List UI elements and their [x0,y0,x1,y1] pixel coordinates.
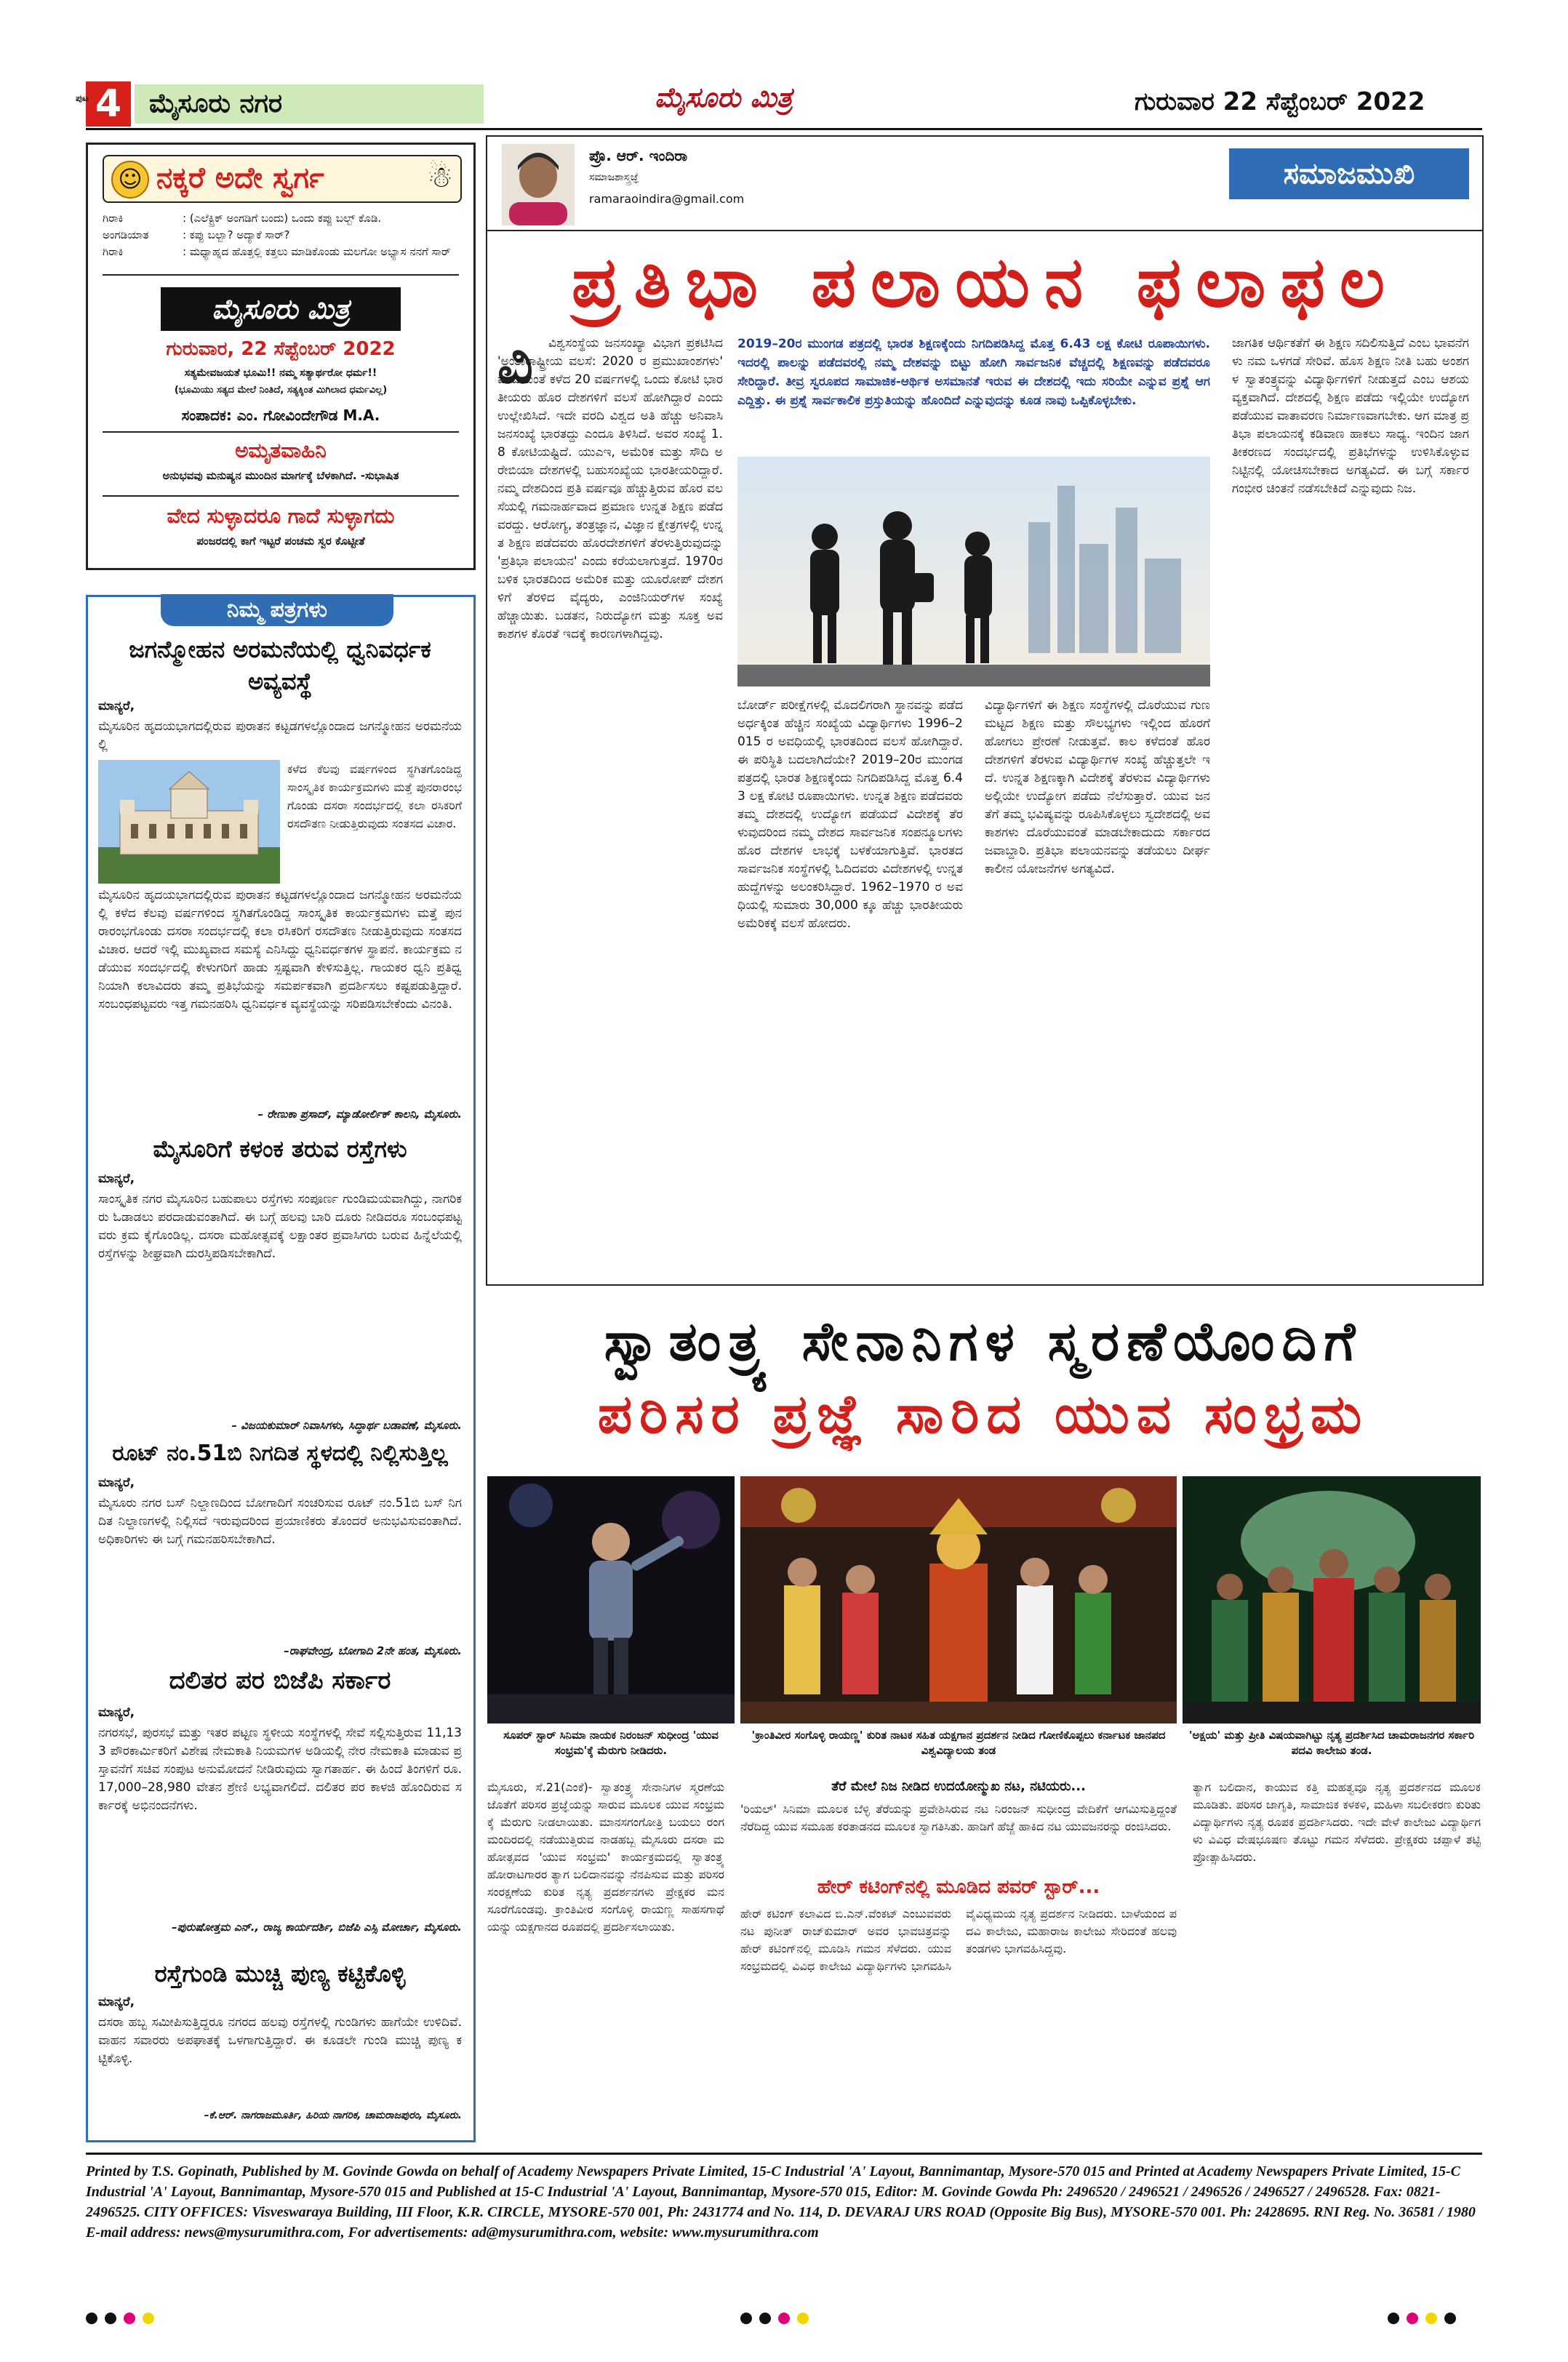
letter-salutation: ಮಾನ್ಯರೆ, [98,1476,135,1490]
letter-salutation: ಮಾನ್ಯರೆ, [98,699,135,713]
author-photo [502,144,575,225]
proverb-title: ವೇದ ಸುಳ್ಳಾದರೂ ಗಾದೆ ಸುಳ್ಳಾಗದು [167,504,395,528]
letter-title: ಜಗನ್ಮೋಹನ ಅರಮನೆಯಲ್ಲಿ ಧ್ವನಿವರ್ಧಕ ಅವ್ಯವಸ್ಥೆ [129,636,431,695]
column-text-3: ವಿದ್ಯಾರ್ಥಿಗಳಿಗೆ ಈ ಶಿಕ್ಷಣ ಸಂಸ್ಥೆಗಳಲ್ಲಿ ದೊರೆಯುವ ಗುಣಮಟ್ಟದ ಶಿಕ್ಷಣ ಮತ್ತು ಸೌಲಭ್ಯಗಳು ಇಲ್ಲಿಂದ ಹೊರಗೆ ಹೋಗಲು ಪ್ರೇರಣೆ ನೀಡುತ್ತವೆ. ಕಾಲ ಕಳೆದಂತೆ ಹೊರ ದೇಶಗಳಿಗೆ ತೆರಳುವ ವಿದ್ಯಾರ್ಥಿಗಳ ಸಂಖ್ಯೆ ಹೆಚ್ಚುತ್ತಲೇ ಇದೆ. ಉನ್ನತ ಶಿಕ್ಷಣಕ್ಕಾಗಿ ವಿದೇಶಕ್ಕೆ ತೆರಳುವ ವಿದ್ಯಾರ್ಥಿಗಳು ಅಲ್ಲಿಯೇ ಉದ್ಯೋಗ ಪಡೆದು ನೆಲೆಸುತ್ತಾರೆ. ಯುವ ಜನತೆಗೆ ತಮ್ಮ ಭವಿಷ್ಯವನ್ನು ರೂಪಿಸಿಕೊಳ್ಳಲು ಸ್ವದೇಶದಲ್ಲಿ ಅವಕಾಶಗಳು ದೊರೆಯುವಂತೆ ಮಾಡಬೇಕಾದುದು ಸರ್ಕಾರದ ಜವಾಬ್ದಾರಿ. ಪ್ರತಿಭಾ ಪಲಾಯನವನ್ನು ತಡೆಯಲು ದೀರ್ಘಕಾಲೀನ ಯೋಜನೆಗಳ ಅಗತ್ಯವಿದೆ. [985,698,1210,876]
author-role: ಸಮಾಜಶಾಸ್ತ್ರಜ್ಞೆ [589,172,639,183]
letter-title: ಮೈಸೂರಿಗೆ ಕಳಂಕ ತರುವ ರಸ್ತೆಗಳು [153,1135,407,1163]
story-text-3: ಹೇರ್ ಕಟಿಂಗ್ ಕಲಾವಿದ ಬಿ.ಎನ್.ವೆಂಕಟ್ ಎಂಬುವವರು ನಟ ಪುನೀತ್ ರಾಜ್‌ಕುಮಾರ್ ಅವರ ಭಾವಚಿತ್ರವನ್ನು ಹೇರ್ ಕಟಿಂಗ್‌ನಲ್ಲಿ ಮೂಡಿಸಿ ಗಮನ ಸೆಳೆದರು. ಯುವ ಸಂಭ್ರಮದಲ್ಲಿ ವಿವಿಧ ಕಾಲೇಜು ವಿದ್ಯಾರ್ಥಿಗಳು ಭಾಗವಹಿಸಿ ವೈವಿಧ್ಯಮಯ ನೃತ್ಯ ಪ್ರದರ್ಶನ ನೀಡಿದರು. ಬಾಳೆಯಂದ ಪದವಿ ಕಾಲೇಜು, ಮಹಾರಾಜ ಕಾಲೇಜು ಸೇರಿದಂತೆ ಹಲವು ತಂಡಗಳು ಭಾಗವಹಿಸಿದ್ದವು. [740,1907,1177,1973]
color-dots-center [740,2313,809,2327]
joke-line: ಅಂಗಡಿಯಾತ : ಕಪ್ಪು ಬಲ್ಬಾ? ಅದ್ಯಾಕೆ ಸಾರ್? [103,228,290,241]
letter-body: ದಸರಾ ಹಬ್ಬ ಸಮೀಪಿಸುತ್ತಿದ್ದರೂ ನಗರದ ಹಲವು ರಸ್ತೆಗಳಲ್ಲಿ ಗುಂಡಿಗಳು ಹಾಗೆಯೇ ಉಳಿದಿವೆ. ವಾಹನ ಸವಾರರು ಅಪಘಾತಕ್ಕೆ ಒಳಗಾಗುತ್ತಿದ್ದಾರೆ. ಈ ಕೂಡಲೇ ಗುಂಡಿ ಮುಚ್ಚಿ ಪುಣ್ಯ ಕಟ್ಟಿಕೊಳ್ಳಿ. [98,2015,462,2066]
letter-title: ದಲಿತರ ಪರ ಬಿಜೆಪಿ ಸರ್ಕಾರ [169,1666,391,1695]
letter-body-intro: ಮೈಸೂರಿನ ಹೃದಯಭಾಗದಲ್ಲಿರುವ ಪುರಾತನ ಕಟ್ಟಡಗಳಲ್ಲೊಂದಾದ ಜಗನ್ಮೋಹನ ಅರಮನೆಯಲ್ಲಿ [98,719,462,752]
joke-line: ಗಿರಾಕಿ : (ಎಲೆಕ್ಟ್ರಿಕ್ ಅಂಗಡಿಗೆ ಬಂದು) ಒಂದು ಕಪ್ಪು ಬಲ್ಬ್ ಕೊಡಿ. [103,212,382,225]
imprint-line: Printed by T.S. Gopinath, Published by M. Govinde Gowda on behalf of Academy Newspapers Private Limited, 15-C Industrial 'A' Layout, Bannimantap, Mysore-570 015 and Printed at Academy Newspapers Private Limited, 15-C Industrial 'A' Layout, Bannimantap, Mysore-570 015 and Published at 15-C Industrial 'A' Layout, Bannimantap, Mysore-570 015, Editor: M. Govinde Gowda Ph: 2496520 / 2496521 / 2496526 / 2496527 / 2496528. Fax: 0821-2496525. CITY OFFICES: Visveswaraya Building, III Floor, K.R. CIRCLE, MYSORE-570 001, Ph: 2431774 and No. 114, D. DEVARAJ URS ROAD (Opposite Big Bus), MYSORE-570 001. Ph: 2428695. RNI Reg. No. 36581 / 1980 E-mail address: news@mysurumithra.com, For advertisements: ad@mysurumithra.com, website: www.mysurumithra.com [86,2163,1476,2241]
event-headline-1: ಸ್ವಾತಂತ್ರ್ಯ ಸೇನಾನಿಗಳ ಸ್ಮರಣೆಯೊಂದಿಗೆ [604,1310,1363,1373]
letter-salutation: ಮಾನ್ಯರೆ, [98,1172,135,1186]
divider [103,274,459,276]
highlight-quote: 2019–20ರ ಮುಂಗಡ ಪತ್ರದಲ್ಲಿ ಭಾರತ ಶಿಕ್ಷಣಕ್ಕೆಂದು ನಿಗದಿಪಡಿಸಿದ್ದ ಮೊತ್ತ 6.43 ಲಕ್ಷ ಕೋಟಿ ರೂಪಾಯಿಗಳು. ಇದರಲ್ಲಿ ಪಾಲನ್ನು ಪಡೆದವರಲ್ಲಿ ನಮ್ಮ ದೇಶವನ್ನು ಬಿಟ್ಟು ಹೋಗಿ ಸಾರ್ವಜನಿಕ ವೆಚ್ಚದಲ್ಲಿ ಶಿಕ್ಷಣವನ್ನು ಪಡೆದವರೂ ಸೇರಿದ್ದಾರೆ. ತೀವ್ರ ಸ್ವರೂಪದ ಸಾಮಾಜಿಕ-ಆರ್ಥಿಕ ಅಸಮಾನತೆ ಇರುವ ಈ ದೇಶದಲ್ಲಿ ಇದು ಸರಿಯೇ ಎನ್ನುವ ಪ್ರಶ್ನೆ ಆಗ ಎದ್ದಿತ್ತು. ಈ ಪ್ರಶ್ನೆ ಸಾರ್ವಕಾಲಿಕ ಪ್ರಸ್ತುತಿಯನ್ನು ಹೊಂದಿದೆ ಎನ್ನುವುದನ್ನು ಕೂಡ ನಾವು ಒಪ್ಪಿಕೊಳ್ಳಬೇಕು. [737,337,1210,408]
letter-body: ನಗರಸಭೆ, ಪುರಸಭೆ ಮತ್ತು ಇತರ ಪಟ್ಟಣ ಸ್ಥಳೀಯ ಸಂಸ್ಥೆಗಳಲ್ಲಿ ಸೇವೆ ಸಲ್ಲಿಸುತ್ತಿರುವ 11,133 ಪೌರಕಾರ್ಮಿಕರಿಗೆ ವಿಶೇಷ ನೇಮಕಾತಿ ನಿಯಮಗಳ ಅಡಿಯಲ್ಲಿ ನೇರ ನೇಮಕಾತಿ ಮಾಡುವ ಪ್ರಸ್ತಾವನೆಗೆ ಸಚಿವ ಸಂಪುಟ ಅನುಮೋದನೆ ನೀಡಿರುವುದು ಸ್ವಾಗತಾರ್ಹ. ಈ ಹಿಂದೆ ತಿಂಗಳಿಗೆ ರೂ.17,000–28,980 ವೇತನ ಶ್ರೇಣಿ ಲಭ್ಯವಾಗಲಿದೆ. ದಲಿತರ ಪರ ಕಾಳಜಿ ಹೊಂದಿರುವ ಸರ್ಕಾರಕ್ಕೆ ಅಭಿನಂದನೆಗಳು. [98,1726,462,1813]
story-subhead: ಹೇರ್ ಕಟಿಂಗ್‌ನಲ್ಲಿ ಮೂಡಿದ ಪವರ್ ಸ್ಟಾರ್... [817,1876,1100,1898]
column-text-4: ಜಾಗತಿಕ ಆರ್ಥಿಕತೆಗೆ ಈ ಶಿಕ್ಷಣ ಸದಿಲಿಸುತ್ತಿದೆ ಎಂಬ ಭಾವನೆಗಳು ನಮ ಒಳಗಡೆ ಸೇರಿವೆ. ಹೊಸ ಶಿಕ್ಷಣ ನೀತಿ ಬಹು ಅಂಶಗಳ ಸ್ವಾತಂತ್ರ್ಯವನ್ನು ವಿದ್ಯಾರ್ಥಿಗಳಿಗೆ ನೀಡುತ್ತದೆ ಎಂಬ ಆಶಯ ವ್ಯಕ್ತವಾಗಿದೆ. ದೇಶದಲ್ಲಿ ಶಿಕ್ಷಣ ಪಡೆದು ಇಲ್ಲಿಯೇ ಉದ್ಯೋಗ ಪಡೆಯುವ ವಾತಾವರಣ ನಿರ್ಮಾಣವಾಗಬೇಕು. ಆಗ ಮಾತ್ರ ಪ್ರತಿಭಾ ಪಲಾಯನಕ್ಕೆ ಕಡಿವಾಣ ಹಾಕಲು ಸಾಧ್ಯ. ಇಂದಿನ ಜಾಗತೀಕರಣದ ಸಂದರ್ಭದಲ್ಲಿ ಪ್ರತಿಭೆಗಳನ್ನು ಉಳಿಸಿಕೊಳ್ಳುವ ನಿಟ್ಟಿನಲ್ಲಿ ಯೋಚಿಸಬೇಕಾದ ಅಗತ್ಯವಿದೆ. ಈ ಬಗ್ಗೆ ಸರ್ಕಾರ ಗಂಭೀರ ಚಿಂತನೆ ನಡೆಸಬೇಕಿದೆ ಎನ್ನುವುದು ನಿಜ. [1232,336,1469,496]
letter-signature: – ವಿಜಯಕುಮಾರ್ ನಿವಾಸಿಗಳು, ಸಿದ್ಧಾರ್ಥ ಬಡಾವಣೆ, ಮೈಸೂರು. [231,1419,462,1432]
letter-body-side: ಕಳೆದ ಕೆಲವು ವರ್ಷಗಳಿಂದ ಸ್ಥಗಿತಗೊಂಡಿದ್ದ ಸಾಂಸ್ಕೃತಿಕ ಕಾರ್ಯಕ್ರಮಗಳು ಮತ್ತೆ ಪುನರಾರಂಭಗೊಂಡು ದಸರಾ ಸಂದರ್ಭದಲ್ಲಿ ಕಲಾ ರಸಿಕರಿಗೆ ರಸದೌತಣ ನೀಡುತ್ತಿರುವುದು ಸಂತಸದ ವಿಚಾರ. [287,762,462,830]
joke-banner [103,155,462,203]
divider [487,230,1482,231]
color-dots-left [86,2313,154,2327]
event-photo-yakshagana [740,1476,1177,1724]
motto-translation: (ಭೂಮಿಯು ಸತ್ಯದ ಮೇಲೆ ನಿಂತಿದೆ, ಸತ್ಯಕ್ಕಿಂತ ಮಿಗಿಲಾದ ಧರ್ಮವಿಲ್ಲ) [174,385,388,396]
letter-body: ಮೈಸೂರಿನ ಹೃದಯಭಾಗದಲ್ಲಿರುವ ಪುರಾತನ ಕಟ್ಟಡಗಳಲ್ಲೊಂದಾದ ಜಗನ್ಮೋಹನ ಅರಮನೆಯಲ್ಲಿ ಕಳೆದ ಕೆಲವು ವರ್ಷಗಳಿಂದ ಸ್ಥಗಿತಗೊಂಡಿದ್ದ ಸಾಂಸ್ಕೃತಿಕ ಕಾರ್ಯಕ್ರಮಗಳು ಮತ್ತೆ ಪುನರಾರಂಭಗೊಂಡು ದಸರಾ ಸಂದರ್ಭದಲ್ಲಿ ಕಲಾ ರಸಿಕರಿಗೆ ರಸದೌತಣ ನೀಡುತ್ತಿರುವುದು ಸಂತಸದ ವಿಚಾರ. ಆದರೆ ಇಲ್ಲಿ ಮುಖ್ಯವಾದ ಸಮಸ್ಯೆ ಎನಿಸಿದ್ದು ಧ್ವನಿವರ್ಧಕಗಳ ಸ್ಥಾಪನೆ. ಕಾರ್ಯಕ್ರಮ ನಡೆಯುವ ಸಂದರ್ಭದಲ್ಲಿ ಕೇಳುಗರಿಗೆ ಹಾಡು ಸ್ಪಷ್ಟವಾಗಿ ಕೇಳಿಸುತ್ತಿಲ್ಲ. ಗಾಯಕರ ಧ್ವನಿ ಪ್ರತಿಧ್ವನಿಯಾಗಿ ಕಲಾವಿದರು ತಮ್ಮ ಪ್ರತಿಭೆಯನ್ನು ಸಮರ್ಪಕವಾಗಿ ಪ್ರದರ್ಶಿಸಲು ಕಷ್ಟಪಡುತ್ತಿದ್ದಾರೆ. ಸಂಬಂಧಪಟ್ಟವರು ಇತ್ತ ಗಮನಹರಿಸಿ ಧ್ವನಿವರ್ಧಕ ವ್ಯವಸ್ಥೆಯನ್ನು ಸರಿಪಡಿಸಬೇಕೆಂದು ವಿನಂತಿ. [98,888,462,1012]
motto-line: ಸತ್ಯಮೇವಜಯತೆ ಭೂಮಿ!! ನಮ್ಮ ಸತ್ಯಾರ್ಥರೋ ಧರ್ಮ!! [184,367,377,379]
letter-salutation: ಮಾನ್ಯರೆ, [98,1705,135,1720]
laughing-face-icon: ☺ [111,161,149,199]
letters-header: ನಿಮ್ಮ ಪತ್ರಗಳು [161,594,393,626]
header-rule [86,128,1482,130]
author-email: ramaraoindira@gmail.com [589,192,745,206]
letter-body: ಮೈಸೂರು ನಗರ ಬಸ್ ನಿಲ್ದಾಣದಿಂದ ಬೋಗಾದಿಗೆ ಸಂಚರಿಸುವ ರೂಟ್ ನಂ.51ಬಿ ಬಸ್ ನಿಗದಿತ ನಿಲ್ದಾಣಗಳಲ್ಲಿ ನಿಲ್ಲಿಸದೆ ಇರುವುದರಿಂದ ಪ್ರಯಾಣಿಕರು ತೊಂದರೆ ಅನುಭವಿಸುವಂತಾಗಿದೆ. ಅಧಿಕಾರಿಗಳು ಈ ಬಗ್ಗೆ ಗಮನಹರಿಸಬೇಕಾಗಿದೆ. [98,1496,462,1547]
column-text-2: ಬೋರ್ಡ್ ಪರೀಕ್ಷೆಗಳಲ್ಲಿ ಮೊದಲಿಗರಾಗಿ ಸ್ಥಾನವನ್ನು ಪಡೆದ ಅರ್ಧಕ್ಕಿಂತ ಹೆಚ್ಚಿನ ಸಂಖ್ಯೆಯ ವಿದ್ಯಾರ್ಥಿಗಳು 1996–2015 ರ ಅವಧಿಯಲ್ಲಿ ಭಾರತದಿಂದ ವಲಸೆ ಹೋಗಿದ್ದಾರೆ. ಈ ಪರಿಸ್ಥಿತಿ ಬದಲಾಗಿದೆಯೇ? 2019–20ರ ಮುಂಗಡಪತ್ರದಲ್ಲಿ ಭಾರತ ಶಿಕ್ಷಣಕ್ಕೆಂದು ನಿಗದಿಪಡಿಸಿದ್ದ ಮೊತ್ತ 6.43 ಲಕ್ಷ ಕೋಟಿ ರೂಪಾಯಿಗಳು. ಉನ್ನತ ಶಿಕ್ಷಣ ಪಡೆದವರು ತಮ್ಮ ದೇಶದಲ್ಲಿ ಉದ್ಯೋಗ ಪಡೆಯದೆ ವಿದೇಶಕ್ಕೆ ತೆರಳುವುದರಿಂದ ನಮ್ಮ ದೇಶದ ಸಾರ್ವಜನಿಕ ಸಂಪನ್ಮೂಲಗಳು ಹೊರ ದೇಶಗಳ ಲಾಭಕ್ಕೆ ಬಳಕೆಯಾಗುತ್ತಿವೆ. ಭಾರತದ ಸಾರ್ವಜನಿಕ ಸಂಸ್ಥೆಗಳಲ್ಲಿ ಓದಿದವರು ವಿದೇಶಗಳಲ್ಲಿ ಉನ್ನತ ಹುದ್ದೆಗಳನ್ನು ಅಲಂಕರಿಸಿದ್ದಾರೆ. 1962–1970 ರ ಅವಧಿಯಲ್ಲಿ ಸುಮಾರು 30,000 ಕ್ಕೂ ಹೆಚ್ಚು ಭಾರತೀಯರು ಅಮೆರಿಕಕ್ಕೆ ವಲಸೆ ಹೋದರು. [737,698,963,931]
column-name-badge: ಸಮಾಜಮುಖಿ [1229,148,1469,199]
story-text-2: 'ರಿಯಲ್' ಸಿನಿಮಾ ಮೂಲಕ ಬೆಳ್ಳಿ ತೆರೆಯನ್ನು ಪ್ರವೇಶಿಸಿರುವ ನಟ ನಿರಂಜನ್ ಸುಧೀಂದ್ರ ವೇದಿಕೆಗೆ ಆಗಮಿಸುತ್ತಿದ್ದಂತೆ ನೆರೆದಿದ್ದ ಯುವ ಸಮೂಹ ಕರತಾಡನದ ಮೂಲಕ ಸ್ವಾಗತಿಸಿತು. ಹಾಡಿಗೆ ಹೆಜ್ಜೆ ಹಾಕಿದ ನಟ ಯುವಜನರನ್ನು ರಂಜಿಸಿದರು. [740,1802,1177,1833]
photo-caption: ಸೂಪರ್ ಸ್ಟಾರ್ ಸಿನಿಮಾ ನಾಯಕ ನಿರಂಜನ್ ಸುಧೀಂದ್ರ 'ಯುವ ಸಂಭ್ರಮ'ಕ್ಕೆ ಮೆರುಗು ನೀಡಿದರು. [503,1729,719,1757]
drop-cap: ವಿ [497,331,534,396]
story-subhead: ತೆರೆ ಮೇಲೆ ನಿಜ ನೀಡಿದ ಉದಯೋನ್ಮುಖ ನಟ, ನಟಿಯರು... [831,1779,1086,1794]
joke-line: ಗಿರಾಕಿ : ಮಧ್ಯಾಹ್ನದ ಹೊತ್ತಲ್ಲಿ ಕತ್ತಲು ಮಾಡಿಕೊಂಡು ಮಲಗೋ ಅಭ್ಯಾಸ ನನಗೆ ಸಾರ್ [103,245,451,258]
page-number: ಪುಟ 4 [86,81,131,127]
letter-signature: –ಪುರುಷೋತ್ತಮ ಎನ್., ರಾಜ್ಯ ಕಾರ್ಯದರ್ಶಿ, ಬಿಜೆಪಿ ಎಸ್ಸಿ ಮೋರ್ಚಾ, ಮೈಸೂರು. [172,1921,462,1934]
column-headline: ಪ್ರತಿಭಾ ಪಲಾಯನ ಫಲಾಫಲ [571,241,1400,323]
event-headline-2: ಪರಿಸರ ಪ್ರಜ್ಞೆ ಸಾರಿದ ಯುವ ಸಂಭ್ರಮ [597,1383,1369,1446]
story-text-1: ಮೈಸೂರು, ಸೆ.21(ಎಂಕೆ)- ಸ್ವಾತಂತ್ರ್ಯ ಸೇನಾನಿಗಳ ಸ್ಮರಣೆಯ ಜೊತೆಗೆ ಪರಿಸರ ಪ್ರಜ್ಞೆಯನ್ನು ಸಾರುವ ಮೂಲಕ ಯುವ ಸಂಭ್ರಮಕ್ಕೆ ಮೆರುಗು ನೀಡಲಾಯಿತು. ಮಾನಸಗಂಗೋತ್ರಿ ಬಯಲು ರಂಗಮಂದಿರದಲ್ಲಿ ನಡೆಯುತ್ತಿರುವ ನಾಡಹಬ್ಬ ಮೈಸೂರು ದಸರಾ ಮಹೋತ್ಸವದ 'ಯುವ ಸಂಭ್ರಮ' ಕಾರ್ಯಕ್ರಮದಲ್ಲಿ ಸ್ವಾತಂತ್ರ್ಯ ಹೋರಾಟಗಾರರ ತ್ಯಾಗ ಬಲಿದಾನವನ್ನು ನೆನಪಿಸುವ ಮತ್ತು ಪರಿಸರ ಸಂರಕ್ಷಣೆಯ ಕುರಿತ ನೃತ್ಯ ಪ್ರದರ್ಶನಗಳು ಪ್ರೇಕ್ಷಕರ ಮನಸೂರೆಗೊಂಡವು. ಕ್ರಾಂತಿವೀರ ಸಂಗೊಳ್ಳಿ ರಾಯಣ್ಣ ಸಾಹಸಗಾಥೆ ಯನ್ನು ಯಕ್ಷಗಾನದ ರೂಪದಲ್ಲಿ ಪ್ರದರ್ಶಿಸಲಾಯಿತು. [487,1780,724,1934]
paper-name-logo: ಮೈಸೂರು ಮಿತ್ರ [161,287,401,331]
joke-dialogue [103,210,459,260]
letter-salutation: ಮಾನ್ಯರೆ, [98,1995,135,2009]
editor-name: ಸಂಪಾದಕ: ಎಂ. ಗೋವಿಂದೇಗೌಡ M.A. [181,407,380,424]
joke-title: ನಕ್ಕರೆ ಅದೇ ಸ್ವರ್ಗ [156,161,324,195]
masthead-logo: ಮೈಸೂರು ಮಿತ್ರ [655,81,793,113]
page-label: ಪುಟ [76,93,89,103]
footer-rule [86,2153,1482,2155]
letter-body: ಸಾಂಸ್ಕೃತಿಕ ನಗರ ಮೈಸೂರಿನ ಬಹುಪಾಲು ರಸ್ತೆಗಳು ಸಂಪೂರ್ಣ ಗುಂಡಿಮಯವಾಗಿದ್ದು, ನಾಗರಿಕರು ಓಡಾಡಲು ಪರದಾಡುವಂತಾಗಿದೆ. ಈ ಬಗ್ಗೆ ಹಲವು ಬಾರಿ ದೂರು ನೀಡಿದರೂ ಸಂಬಂಧಪಟ್ಟವರು ಕ್ರಮ ಕೈಗೊಂಡಿಲ್ಲ. ದಸರಾ ಮಹೋತ್ಸವಕ್ಕೆ ಲಕ್ಷಾಂತರ ಪ್ರವಾಸಿಗರು ಬರುವ ಹಿನ್ನೆಲೆಯಲ್ಲಿ ರಸ್ತೆಗಳನ್ನು ಶೀಘ್ರವಾಗಿ ದುರಸ್ತಿಪಡಿಸಬೇಕಾಗಿದೆ. [98,1192,462,1261]
proverb-text: ಪಂಜರದಲ್ಲಿ ಕಾಗೆ ಇಟ್ಟರೆ ಪಂಚಮ ಸ್ವರ ಕೊಟ್ಟೀತೆ [196,535,365,548]
story-text-4: ತ್ಯಾಗ ಬಲಿದಾನ, ಕಾಯುವ ಕತ್ತಿ ಮಹತ್ವವೂ ನೃತ್ಯ ಪ್ರದರ್ಶನದ ಮೂಲಕ ಮೂಡಿತು. ಪರಿಸರ ಜಾಗೃತಿ, ಸಾಮಾಜಿಕ ಕಳಕಳಿ, ಮಹಿಳಾ ಸಬಲೀಕರಣ ಕುರಿತು ವಿದ್ಯಾರ್ಥಿಗಳು ನೃತ್ಯ ರೂಪಕ ಪ್ರದರ್ಶಿಸಿದರು. ಇದೇ ವೇಳೆ ಕಾಲೇಜು ವಿದ್ಯಾರ್ಥಿಗಳು ವಿವಿಧ ವೇಷಭೂಷಣ ತೊಟ್ಟು ಗಮನ ಸೆಳೆದರು. ಪ್ರೇಕ್ಷಕರು ಚಪ್ಪಾಳೆ ತಟ್ಟಿ ಪ್ರೋತ್ಸಾಹಿಸಿದರು. [1193,1780,1481,1864]
letter-title: ರೂಟ್ ನಂ.51ಬಿ ನಿಗದಿತ ಸ್ಥಳದಲ್ಲಿ ನಿಲ್ಲಿಸುತ್ತಿಲ್ಲ [112,1441,448,1466]
cartoon-figure-icon: ☃ [427,161,453,194]
event-photo-dance [1183,1476,1481,1724]
amrutha-title: ಅಮೃತವಾಹಿನಿ [235,439,327,463]
column-article-box [486,135,1484,1286]
sidebar-info-box [86,143,476,570]
divider [103,495,459,497]
photo-caption: 'ಅಕ್ಷಯ' ಮತ್ತು ಪ್ರೀತಿ ವಿಷಯವಾಗಿಟ್ಟು ನೃತ್ಯ ಪ್ರದರ್ಶಿಸಿದ ಚಾಮರಾಜನಗರ ಸರ್ಕಾರಿ ಪದವಿ ಕಾಲೇಜು ತಂಡ. [1188,1729,1475,1757]
issue-date: ಗುರುವಾರ 22 ಸೆಪ್ಟೆಂಬರ್ 2022 [1135,87,1425,116]
event-photo-actor [487,1476,735,1724]
letter-signature: –ಕೆ.ಆರ್. ನಾಗರಾಜಮೂರ್ತಿ, ಹಿರಿಯ ನಾಗರಿಕ, ಚಾಮರಾಜಪುರಂ, ಮೈಸೂರು. [204,2110,462,2121]
palace-photo [98,760,280,884]
amrutha-quote: ಅನುಭವವು ಮನುಷ್ಯನ ಮುಂದಿನ ಮಾರ್ಗಕ್ಕೆ ಬೆಳಕಾಗಿದೆ. -ಸುಭಾಷಿತ [162,469,399,482]
paper-date: ಗುರುವಾರ, 22 ಸೆಪ್ಟೆಂಬರ್ 2022 [166,338,396,360]
column-text-1: ವಿಶ್ವಸಂಸ್ಥೆಯ ಜನಸಂಖ್ಯಾ ವಿಭಾಗ ಪ್ರಕಟಿಸಿದ 'ಅಂತಾರಾಷ್ಟ್ರೀಯ ವಲಸೆ: 2020 ರ ಪ್ರಮುಖಾಂಶಗಳು' ವರದಿಯಂತೆ ಕಳೆದ 20 ವರ್ಷಗಳಲ್ಲಿ ಒಂದು ಕೋಟಿ ಭಾರತೀಯರು ಹೊರ ದೇಶಗಳಿಗೆ ವಲಸೆ ಹೋಗಿದ್ದಾರೆ ಎಂದು ಉಲ್ಲೇಖಿಸಿದೆ. ಇದೇ ವರದಿ ವಿಶ್ವದ ಅತಿ ಹೆಚ್ಚು ಅನಿವಾಸಿ ಜನಸಂಖ್ಯೆ ಭಾರತದ್ದು ಎಂದೂ ತಿಳಿಸಿದೆ. ಅವರ ಸಂಖ್ಯೆ 1.8 ಕೋಟಿಯಷ್ಟಿದೆ. ಯುಎಇ, ಅಮೆರಿಕ ಮತ್ತು ಸೌದಿ ಅರೇಬಿಯಾ ದೇಶಗಳಲ್ಲಿ ಬಹುಸಂಖ್ಯೆಯ ಭಾರತೀಯರಿದ್ದಾರೆ. ನಮ್ಮ ದೇಶದಿಂದ ಪ್ರತಿ ವರ್ಷವೂ ಹೆಚ್ಚುತ್ತಿರುವ ಹೊರ ವಲಸೆಯಲ್ಲಿ ಗಮನಾರ್ಹವಾದ ಪ್ರಮಾಣ ಉನ್ನತ ಶಿಕ್ಷಣ ಪಡೆದವರದ್ದು. ಆರೋಗ್ಯ, ತಂತ್ರಜ್ಞಾನ, ವಿಜ್ಞಾನ ಕ್ಷೇತ್ರಗಳಲ್ಲಿ ಉನ್ನತ ಶಿಕ್ಷಣ ಪಡೆದವರು ಹೊರದೇಶಗಳಿಗೆ ತೆರಳುತ್ತಿರುವುದನ್ನು 'ಪ್ರತಿಭಾ ಪಲಾಯನ' ಎಂದು ಕರೆಯಲಾಗುತ್ತದೆ. 1970ರ ಬಳಿಕ ಭಾರತದಿಂದ ಅಮೆರಿಕ ಮತ್ತು ಯೂರೋಪ್ ದೇಶಗಳಿಗೆ ತೆರಳಿದ ವೈದ್ಯರು, ಎಂಜಿನಿಯರ್‌ಗಳ ಸಂಖ್ಯೆ ಹೆಚ್ಚಾಯಿತು. ಬಡತನ, ನಿರುದ್ಯೋಗ ಮತ್ತು ಸೂಕ್ತ ಅವಕಾಶಗಳ ಕೊರತೆ ಇದಕ್ಕೆ ಕಾರಣಗಳಾಗಿದ್ದವು. [497,336,723,641]
color-dots-right [1388,2313,1456,2327]
author-name: ಪ್ರೊ. ಆರ್. ಇಂದಿರಾ [589,147,688,164]
photo-caption: 'ಕ್ರಾಂತಿವೀರ ಸಂಗೊಳ್ಳಿ ರಾಯಣ್ಣ' ಕುರಿತ ನಾಟಕ ಸಹಿತ ಯಕ್ಷಗಾನ ಪ್ರದರ್ಶನ ನೀಡಿದ ಗೋಣಿಕೊಪ್ಪಲು ಕರ್ನಾಟಕ ಜಾನಪದ ವಿಶ್ವವಿದ್ಯಾಲಯ ತಂಡ [751,1729,1166,1757]
registration-marks [86,2313,1482,2342]
migration-photo [737,457,1210,686]
section-name: ಮೈಸೂರು ನಗರ [135,84,484,124]
letters-section [86,595,476,2142]
letter-signature: – ರೇಣುಕಾ ಪ್ರಸಾದ್, ಮ್ಯಾಡೋರ್ಲಿಕ್ ಕಾಲನಿ, ಮೈಸೂರು. [257,1108,462,1121]
divider [103,431,459,433]
letter-signature: –ರಾಘವೇಂದ್ರ, ಬೋಗಾದಿ 2ನೇ ಹಂತ, ಮೈಸೂರು. [284,1644,462,1657]
letter-title: ರಸ್ತೆಗುಂಡಿ ಮುಚ್ಚಿ ಪುಣ್ಯ ಕಟ್ಟಿಕೊಳ್ಳಿ [154,1960,406,1987]
